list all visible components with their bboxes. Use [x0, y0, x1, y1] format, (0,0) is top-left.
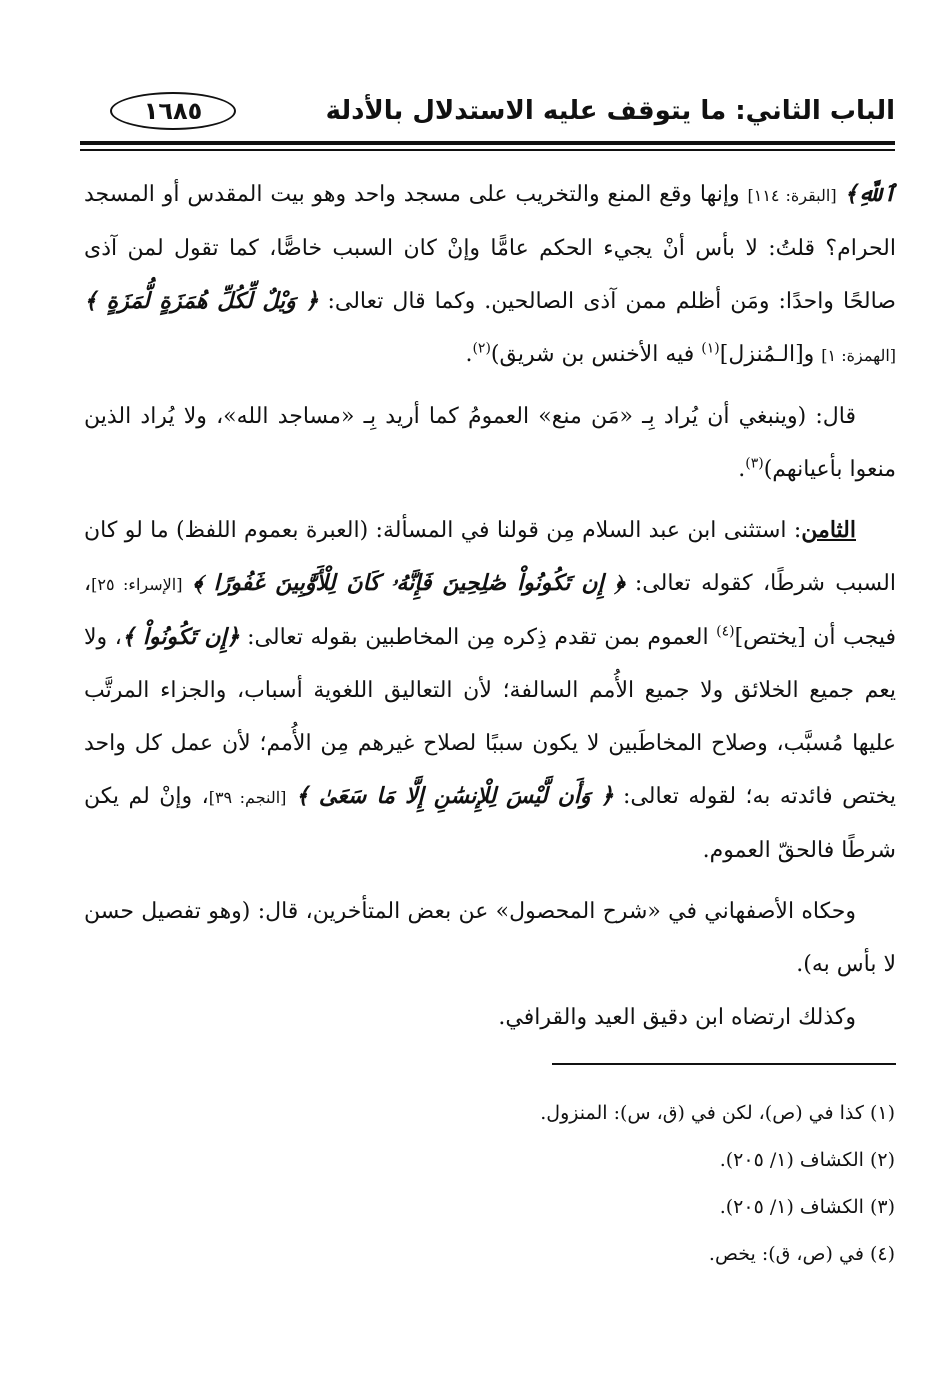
paragraph-text: وإنها وقع المنع والتخريب على مسجد واحد وهو بيت المقدس أو المسجد الحرام؟ قلتُ: لا بأس أنْ يجيء الحكم عامًّا وإنْ كان السبب خاصًّا، كما تقول لمن آذى صالحًا واحدًا: ومَن أظلم ممن آذى الصالحين. وكما قال تعالى: — [84, 182, 896, 314]
verse-fragment: ٱللَّهِ﴾ — [844, 181, 897, 207]
paragraph-text: العموم بمن تقدم ذِكره مِن المخاطبين بقوله تعالى: — [239, 625, 717, 650]
paragraph-4 — [84, 885, 896, 991]
paragraph-text: : استثنى ابن عبد السلام مِن قولنا في المسألة: (العبرة بعموم اللفظ) ما لو كان السبب شرطًا، كقوله تعالى: — [84, 518, 896, 596]
section-lead: الثامن — [801, 517, 856, 543]
footnote-4: (٤) في (ص، ق): يخص. — [708, 1243, 895, 1265]
paragraph-text: وكذلك ارتضاه ابن دقيق العيد والقرافي. — [498, 1005, 856, 1030]
footnote-marker: (١) — [701, 340, 720, 357]
footnote-separator — [552, 1063, 896, 1065]
quran-verse: ﴿ إِن تَكُونُواْ صَٰلِحِينَ فَإِنَّهُۥ كَانَ لِلْأَوَّٰبِينَ غَفُورًا ﴾ — [192, 570, 625, 596]
footnote-marker: (٢) — [472, 340, 491, 357]
paragraph-1 — [84, 168, 896, 382]
footnote-3: (٣) الكشاف (١/ ٢٠٥). — [719, 1196, 895, 1218]
quran-verse: ﴿ وَيْلٌ لِّكُلِّ هُمَزَةٍ لُّمَزَةٍ ﴾ — [84, 288, 319, 314]
main-text — [84, 168, 896, 1044]
quran-reference: [البقرة: ١١٤] — [747, 186, 837, 205]
paragraph-text: و[الـمُنزل] — [719, 342, 822, 367]
paragraph-text: وحكاه الأصفهاني في «شرح المحصول» عن بعض المتأخرين، قال: (وهو تفصيل حسن لا بأس به). — [84, 899, 896, 977]
header-rule — [80, 141, 895, 145]
paragraph-5 — [84, 991, 896, 1044]
paragraph-text: . — [465, 342, 473, 367]
paragraph-text: ، ولا يعم جميع الخلائق ولا جميع الأُمم السالفة؛ لأن التعاليق اللغوية أسباب، والجزاء المرتَّب عليها مُسبَّب، وصلاح المخاطَبين لا يكون سببًا لصلاح غيرهم مِن الأُمم؛ لأن عمل كل واحد يختص فائدته به؛ لقوله تعالى: — [84, 625, 896, 809]
paragraph-text: ، فيجب أن [يختص] — [84, 571, 897, 650]
chapter-title: الباب الثاني: ما يتوقف عليه الاستدلال بالأدلة — [325, 96, 895, 126]
footnote-2: (٢) الكشاف (١/ ٢٠٥). — [719, 1149, 895, 1171]
page-number: ١٦٨٥ — [110, 92, 236, 130]
quran-reference: [النجم: ٣٩] — [208, 788, 287, 807]
footnote-marker: (٣) — [745, 455, 764, 472]
paragraph-text: ، وإنْ لم يكن شرطًا فالحقّ العموم. — [84, 784, 896, 863]
paragraph-2 — [84, 390, 896, 496]
paragraph-text: قال: (وينبغي أن يُراد بِـ «مَن منع» العمومُ كما أريد بِـ «مساجد الله»، ولا يُراد الذين منعوا بأعيانهم) — [84, 404, 896, 482]
footnotes — [95, 1090, 895, 1278]
paragraph-text: فيه الأخنس بن شريق) — [490, 342, 702, 367]
footnote-1: (١) كذا في (ص)، لكن في (ق، س): المنزول. — [540, 1102, 895, 1124]
quran-verse: ﴿إِن تَكُونُواْ ﴾ — [121, 624, 240, 650]
quran-reference: [الهمزة: ١] — [821, 346, 896, 365]
header-rule-thin — [80, 149, 895, 151]
footnote-marker: (٤) — [716, 623, 735, 640]
paragraph-text: . — [738, 457, 746, 482]
quran-verse: ﴿ وَأَن لَّيْسَ لِلْإِنسَٰنِ إِلَّا مَا سَعَىٰ ﴾ — [295, 783, 614, 809]
page-header — [80, 92, 895, 144]
paragraph-3 — [84, 504, 896, 877]
quran-reference: [الإسراء: ٢٥] — [91, 575, 183, 594]
